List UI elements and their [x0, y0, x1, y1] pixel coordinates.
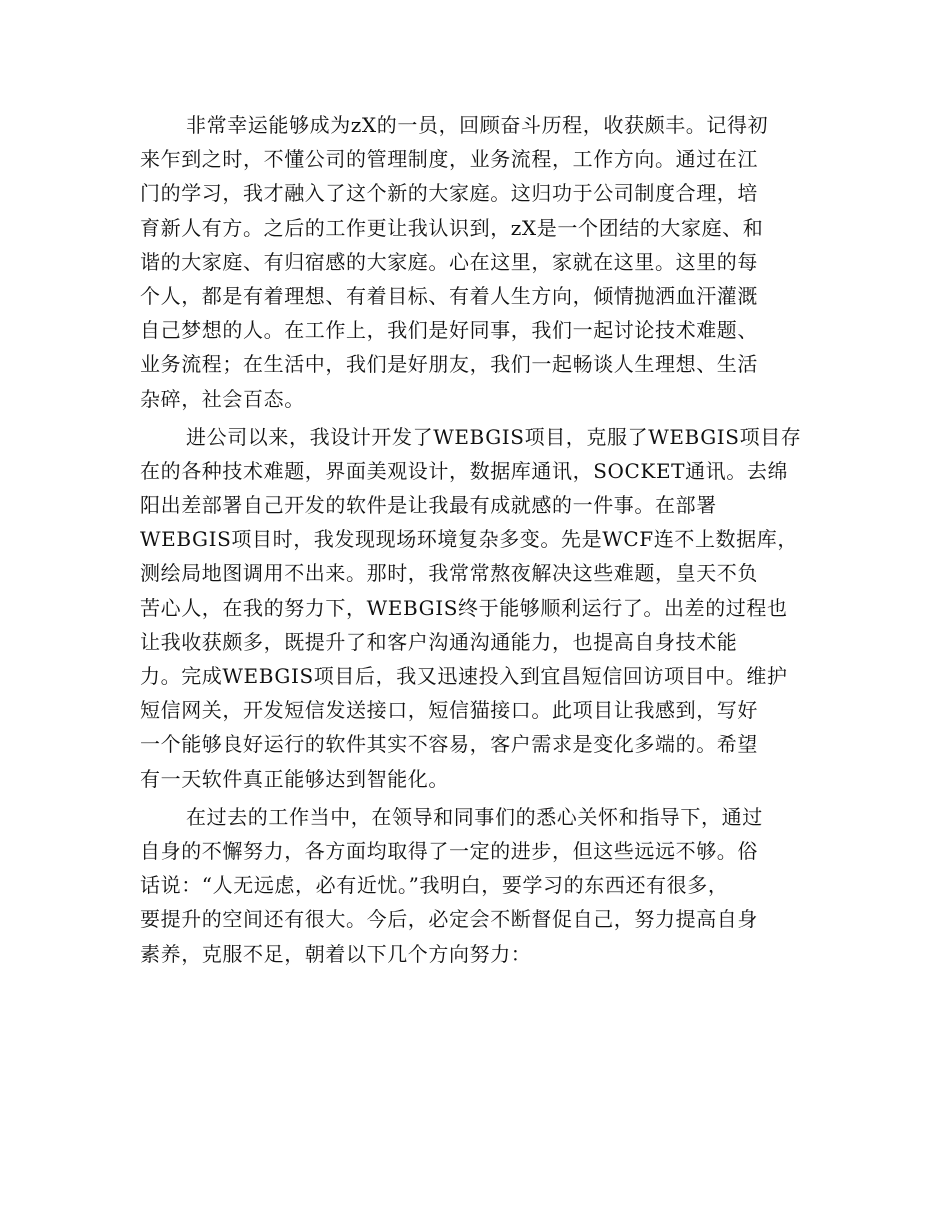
text-line: 有一天软件真正能够达到智能化。: [140, 766, 449, 791]
text-line: 阳出差部署自己开发的软件是让我最有成就感的一件事。在部署: [140, 493, 717, 518]
text-line: 进公司以来，我设计开发了WEBGIS项目，克服了WEBGIS项目存: [186, 424, 802, 449]
text-line: 苦心人，在我的努力下，WEBGIS终于能够顺利运行了。出差的过程也: [140, 595, 788, 620]
text-line: 一个能够良好运行的软件其实不容易，客户需求是变化多端的。希望: [140, 732, 758, 757]
text-line: 素养，克服不足，朝着以下几个方向努力：: [140, 941, 532, 966]
text-line: 测绘局地图调用不出来。那时，我常常熬夜解决这些难题，皇天不负: [140, 561, 758, 586]
paragraph-3: [140, 800, 806, 971]
text-line: 谐的大家庭、有归宿感的大家庭。心在这里，家就在这里。这里的每: [140, 249, 758, 274]
text-line: 自身的不懈努力，各方面均取得了一定的进步，但这些远远不够。俗: [140, 838, 758, 863]
paragraph-1: [140, 108, 806, 416]
text-line: 话说：“人无远虑，必有近忧。”我明白，要学习的东西还有很多，: [140, 873, 729, 898]
text-line: WEBGIS项目时，我发现现场环境复杂多变。先是WCF连不上数据库，: [140, 527, 798, 552]
text-line: 育新人有方。之后的工作更让我认识到，zX是一个团结的大家庭、和: [140, 215, 764, 240]
text-line: 来乍到之时，不懂公司的管理制度，业务流程，工作方向。通过在江: [140, 147, 758, 172]
text-line: 非常幸运能够成为zX的一员，回顾奋斗历程，收获颇丰。记得初: [186, 113, 769, 137]
text-line: 杂碎，社会百态。: [140, 386, 305, 411]
text-line: 自己梦想的人。在工作上，我们是好同事，我们一起讨论技术难题、: [140, 318, 758, 343]
text-line: 让我收获颇多，既提升了和客户沟通沟通能力，也提高自身技术能: [140, 629, 738, 654]
paragraph-2: [140, 420, 806, 796]
text-line: 个人，都是有着理想、有着目标、有着人生方向，倾情抛洒血汗灌溉: [140, 283, 758, 308]
text-line: 在过去的工作当中，在领导和同事们的悉心关怀和指导下，通过: [186, 804, 763, 829]
text-line: 业务流程；在生活中，我们是好朋友，我们一起畅谈人生理想、生活: [140, 352, 758, 377]
document-body: [140, 108, 806, 971]
text-line: 在的各种技术难题，界面美观设计，数据库通讯，SOCKET通讯。去绵: [140, 458, 789, 483]
text-line: 力。完成WEBGIS项目后，我又迅速投入到宜昌短信回访项目中。维护: [140, 664, 788, 688]
text-line: 门的学习，我才融入了这个新的大家庭。这归功于公司制度合理，培: [140, 181, 758, 206]
text-line: 要提升的空间还有很大。今后，必定会不断督促自己，努力提高自身: [140, 907, 758, 932]
text-line: 短信网关，开发短信发送接口，短信猫接口。此项目让我感到，写好: [140, 698, 758, 723]
